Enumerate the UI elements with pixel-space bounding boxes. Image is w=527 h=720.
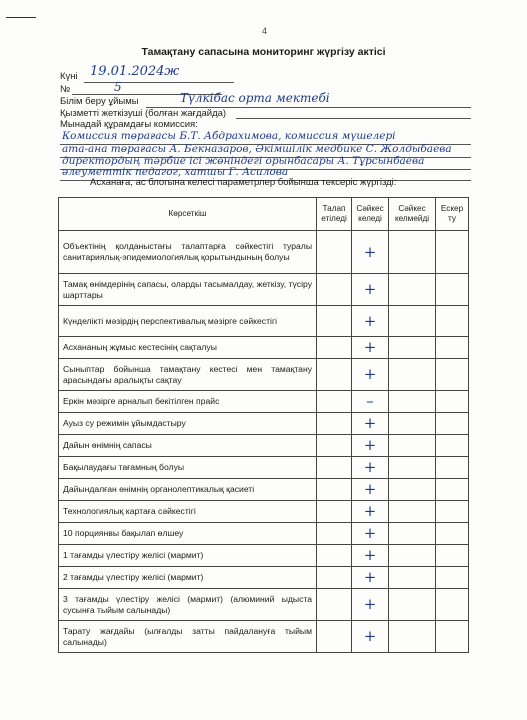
row-required-cell bbox=[317, 621, 352, 653]
number-value: 5 bbox=[114, 80, 122, 94]
row-noncompliant-cell bbox=[389, 545, 436, 567]
row-noncompliant-cell bbox=[389, 589, 436, 621]
row-required-cell bbox=[317, 501, 352, 523]
table-row bbox=[59, 306, 469, 337]
row-required-cell bbox=[317, 523, 352, 545]
row-compliant-mark: + bbox=[352, 589, 389, 621]
row-indicator: Ауыз су режимін ұйымдастыру bbox=[59, 413, 317, 435]
row-compliant-mark: + bbox=[352, 457, 389, 479]
table-row bbox=[59, 337, 469, 359]
table-row bbox=[59, 545, 469, 567]
inspection-table bbox=[58, 197, 469, 653]
row-noncompliant-cell bbox=[389, 306, 436, 337]
header-compliant: Сәйкес келеді bbox=[352, 198, 389, 231]
row-compliant-mark: + bbox=[352, 523, 389, 545]
table-header-row bbox=[59, 198, 469, 231]
header-note: Ескер ту bbox=[436, 198, 469, 231]
row-indicator: Сыныптар бойынша тамақтану кестесі мен тамақтану арасындағы аралықты сақтау bbox=[59, 359, 317, 391]
row-compliant-mark: + bbox=[352, 306, 389, 337]
commission-line-4: әлеуметтік педагог, хатшы Г. Асилова bbox=[62, 166, 289, 178]
row-required-cell bbox=[317, 435, 352, 457]
row-note-cell bbox=[436, 274, 469, 306]
row-note-cell bbox=[436, 337, 469, 359]
row-required-cell bbox=[317, 479, 352, 501]
row-required-cell bbox=[317, 359, 352, 391]
row-indicator: 1 тағамды үлестіру желісі (мармит) bbox=[59, 545, 317, 567]
row-required-cell bbox=[317, 231, 352, 274]
row-indicator: 3 тағамды үлестіру желісі (мармит) (алюминий ыдыста сусынға тыйым салынады) bbox=[59, 589, 317, 621]
table-row bbox=[59, 523, 469, 545]
table-row bbox=[59, 413, 469, 435]
intro-text: Асханаға, ас блогына келесі параметрлер бойынша тексеріс жүргізді: bbox=[90, 177, 397, 188]
row-noncompliant-cell bbox=[389, 231, 436, 274]
row-required-cell bbox=[317, 391, 352, 413]
commission-line-3: директордың тәрбие ісі жөніндегі орынбасары А. Тұрсынбаева bbox=[62, 155, 425, 167]
organization-label: Білім беру ұйымы bbox=[60, 96, 139, 107]
row-noncompliant-cell bbox=[389, 435, 436, 457]
row-note-cell bbox=[436, 545, 469, 567]
row-note-cell bbox=[436, 479, 469, 501]
date-label: Күні bbox=[60, 71, 78, 82]
table-row bbox=[59, 274, 469, 306]
row-note-cell bbox=[436, 391, 469, 413]
row-indicator: Бақылаудағы тағамның болуы bbox=[59, 457, 317, 479]
table-row bbox=[59, 435, 469, 457]
row-note-cell bbox=[436, 501, 469, 523]
row-required-cell bbox=[317, 545, 352, 567]
row-noncompliant-cell bbox=[389, 359, 436, 391]
row-compliant-mark: + bbox=[352, 567, 389, 589]
top-edge-mark bbox=[6, 17, 36, 18]
table-row bbox=[59, 567, 469, 589]
row-note-cell bbox=[436, 621, 469, 653]
row-noncompliant-cell bbox=[389, 457, 436, 479]
row-required-cell bbox=[317, 589, 352, 621]
organization-value: Түлкібас орта мектебі bbox=[180, 91, 330, 105]
row-noncompliant-cell bbox=[389, 274, 436, 306]
header-required: Талап етіледі bbox=[317, 198, 352, 231]
row-compliant-mark: + bbox=[352, 545, 389, 567]
row-indicator: 10 порциянвы бақылап өлшеу bbox=[59, 523, 317, 545]
row-indicator: Тамақ өнімдерінің сапасы, оларды тасымалдау, жеткізу, түсіру шарттары bbox=[59, 274, 317, 306]
row-noncompliant-cell bbox=[389, 413, 436, 435]
table-row bbox=[59, 589, 469, 621]
row-compliant-mark: + bbox=[352, 479, 389, 501]
row-required-cell bbox=[317, 413, 352, 435]
row-noncompliant-cell bbox=[389, 479, 436, 501]
table-row bbox=[59, 621, 469, 653]
row-note-cell bbox=[436, 457, 469, 479]
number-label: № bbox=[60, 84, 71, 95]
row-note-cell bbox=[436, 306, 469, 337]
row-indicator: Еркін мәзірге арналып бекітілген прайс bbox=[59, 391, 317, 413]
row-required-cell bbox=[317, 457, 352, 479]
table-row bbox=[59, 457, 469, 479]
row-compliant-mark: + bbox=[352, 359, 389, 391]
table-row bbox=[59, 501, 469, 523]
row-note-cell bbox=[436, 589, 469, 621]
row-noncompliant-cell bbox=[389, 523, 436, 545]
row-required-cell bbox=[317, 567, 352, 589]
table-row bbox=[59, 231, 469, 274]
row-noncompliant-cell bbox=[389, 391, 436, 413]
row-compliant-mark: – bbox=[352, 391, 389, 413]
row-indicator: Асхананың жұмыс кестесінің сақталуы bbox=[59, 337, 317, 359]
row-note-cell bbox=[436, 413, 469, 435]
date-underline bbox=[84, 82, 234, 83]
row-indicator: Объектінің қолданыстағы талаптарға сәйкестігі туралы санитариялық-эпидемиологиялық қорытындының болуы bbox=[59, 231, 317, 274]
date-value: 19.01.2024ж bbox=[90, 64, 180, 79]
table-row bbox=[59, 391, 469, 413]
row-noncompliant-cell bbox=[389, 567, 436, 589]
row-compliant-mark: + bbox=[352, 337, 389, 359]
row-compliant-mark: + bbox=[352, 231, 389, 274]
commission-line-1: Комиссия төрағасы Б.Т. Абдрахимова, комиссия мүшелері bbox=[62, 130, 396, 142]
row-required-cell bbox=[317, 337, 352, 359]
row-required-cell bbox=[317, 306, 352, 337]
row-indicator: Тарату жағдайы (ылғалды затты пайдалануға тыйым салынады) bbox=[59, 621, 317, 653]
supplier-label: Қызметті жеткізуші (болған жағдайда) bbox=[60, 108, 227, 119]
header-noncompliant: Сәйкес келмейді bbox=[389, 198, 436, 231]
row-compliant-mark: + bbox=[352, 501, 389, 523]
row-compliant-mark: + bbox=[352, 621, 389, 653]
row-indicator: Күнделікті мәзірдің перспективалық мәзірге сәйкестігі bbox=[59, 306, 317, 337]
row-required-cell bbox=[317, 274, 352, 306]
document-title: Тамақтану сапасына мониторинг жүргізу актісі bbox=[141, 46, 386, 58]
row-compliant-mark: + bbox=[352, 435, 389, 457]
row-indicator: Дайындалған өнімнің органолептикалық қасиеті bbox=[59, 479, 317, 501]
row-note-cell bbox=[436, 231, 469, 274]
table-row bbox=[59, 479, 469, 501]
row-noncompliant-cell bbox=[389, 337, 436, 359]
header-indicator: Көрсеткіш bbox=[59, 198, 317, 231]
row-noncompliant-cell bbox=[389, 621, 436, 653]
page-number: 4 bbox=[262, 26, 268, 36]
row-note-cell bbox=[436, 435, 469, 457]
row-compliant-mark: + bbox=[352, 413, 389, 435]
table-row bbox=[59, 359, 469, 391]
commission-line-2: ата-ана төрағасы А. Бекназаров, Әкімшілік медбике С. Жолдыбаева bbox=[62, 143, 452, 155]
commission-label: Мынадай құрамдағы комиссия: bbox=[60, 119, 198, 130]
supplier-underline bbox=[236, 118, 471, 119]
row-note-cell bbox=[436, 523, 469, 545]
row-compliant-mark: + bbox=[352, 274, 389, 306]
row-indicator: 2 тағамды үлестіру желісі (мармит) bbox=[59, 567, 317, 589]
row-note-cell bbox=[436, 567, 469, 589]
row-note-cell bbox=[436, 359, 469, 391]
row-indicator: Технологиялық картаға сәйкестігі bbox=[59, 501, 317, 523]
row-indicator: Дайын өнімнің сапасы bbox=[59, 435, 317, 457]
row-noncompliant-cell bbox=[389, 501, 436, 523]
